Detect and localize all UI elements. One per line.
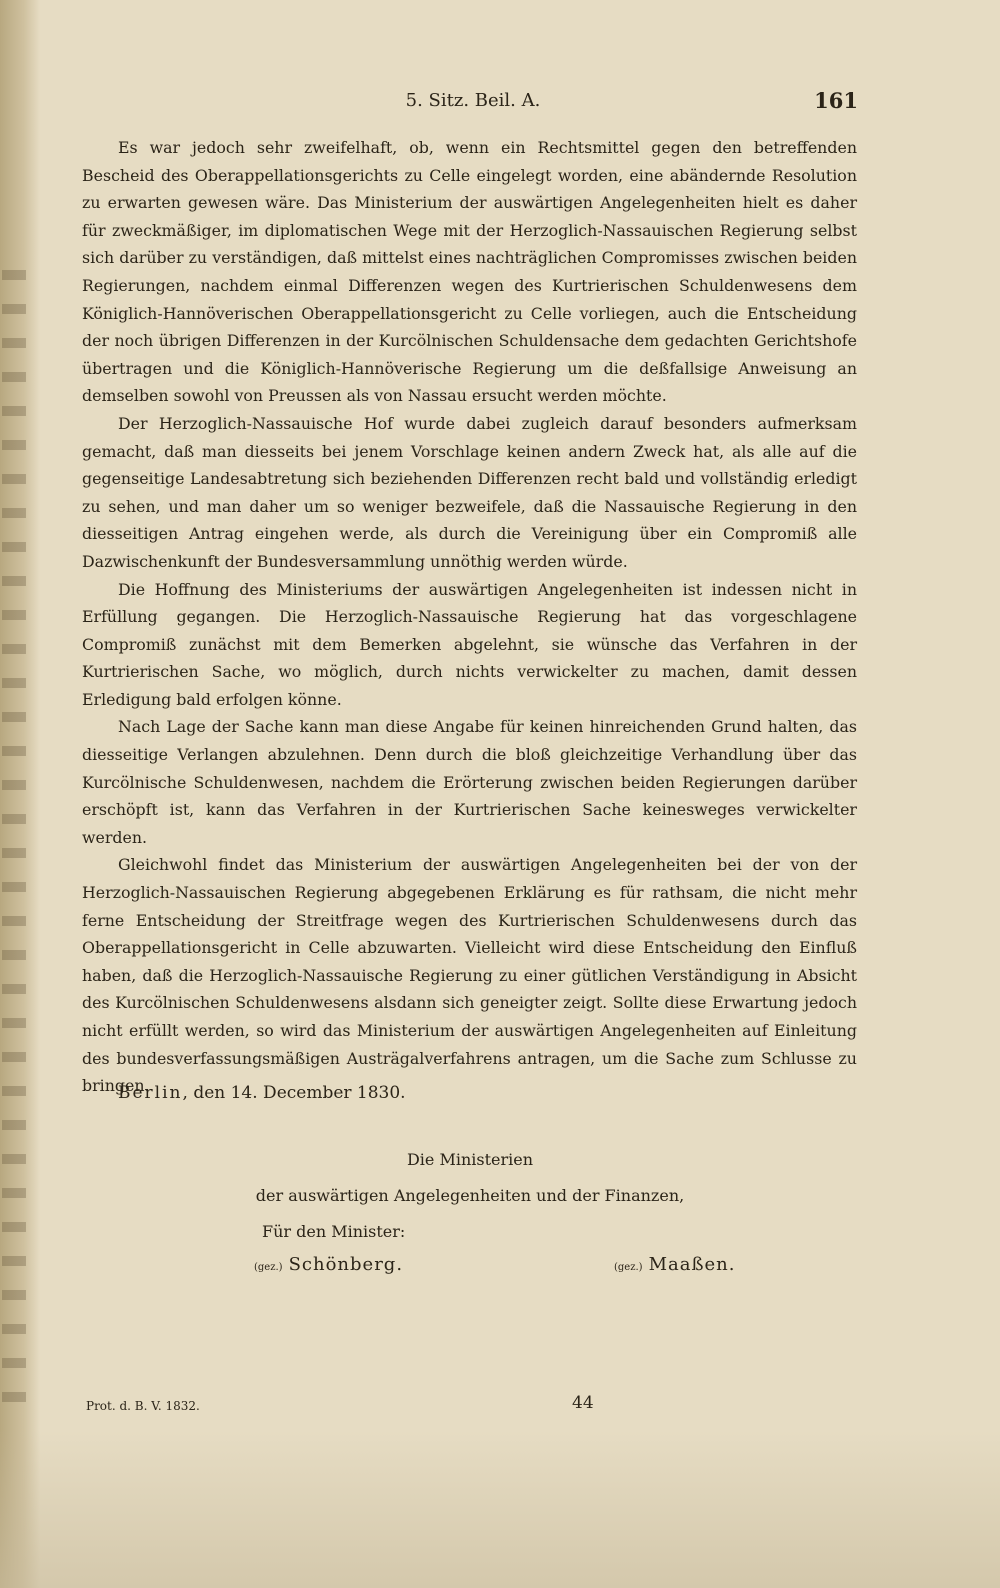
paragraph: Es war jedoch sehr zweifelhaft, ob, wenn ein Rechtsmittel gegen den betreffenden Bescheid des Oberappellationsgerichts zu Celle eingelegt worden, eine abändernde Resolution zu erwarten gewesen wäre. Das Ministerium der auswärtigen Angelegenheiten hielt es daher für zweckmäßiger, im diplomatischen Wege mit der Herzoglich-Nassauischen Regierung selbst sich darüber zu verständigen, daß mittelst eines nachträglichen Compromisses zwischen beiden Regierungen, nachdem einmal Differenzen wegen des Kurtrierischen Schuldenwesens dem Königlich-Hannöverischen Oberappellationsgericht zu Celle vorliegen, auch die Entscheidung der noch übrigen Differenzen in der Kurcölnischen Schuldensache dem gedachten Gerichtshofe übertragen und die Königlich-Hannöverische Regierung um die deßfallsige Anweisung an demselben sowohl von Preussen als von Nassau ersucht werden möchte.: [82, 138, 857, 406]
dateline: [118, 1083, 406, 1103]
signature-left-abbr: (gez.): [254, 1262, 283, 1273]
paragraph: Der Herzoglich-Nassauische Hof wurde dabei zugleich darauf besonders aufmerksam gemacht, daß man diesseits bei jenem Vorschlage keinen andern Zweck hat, als alle auf die gegenseitige Landesabtretung sich beziehenden Differenzen recht bald und vollständig erledigt zu sehen, und man daher um so weniger bezweifele, daß die Nassauische Regierung in den diesseitigen Antrag eingehen werde, als durch die Vereinigung über ein Compromiß alle Dazwischenkunft der Bundesversammlung unnöthig werden würde.: [82, 413, 857, 571]
signature-heading: Die Ministerien: [406, 1150, 534, 1169]
dateline-place: Berlin: [118, 1083, 183, 1103]
signature-right: [614, 1254, 735, 1275]
signature-ministries: der auswärtigen Angelegenheiten und der Finanzen,: [255, 1186, 685, 1205]
running-head: 5. Sitz. Beil. A.: [405, 90, 541, 111]
paragraph: Die Hoffnung des Ministeriums der auswärtigen Angelegenheiten ist indessen nicht in Erfüllung gegangen. Die Herzoglich-Nassauische Regierung hat das vorgeschlagene Compromiß zunächst mit dem Bemerken abgelehnt, sie wünsche das Verfahren in der Kurtrierischen Sache, wo möglich, durch nichts verwickelter zu machen, damit dessen Erledigung bald erfolgen könne.: [82, 579, 857, 709]
paragraph: Gleichwohl findet das Ministerium der auswärtigen Angelegenheiten bei der von der Herzoglich-Nassauischen Regierung abgegebenen Erklärung es für rathsam, die nicht mehr ferne Entscheidung der Streitfrage wegen des Kurtrierischen Schuldenwesens durch das Oberappellationsgericht in Celle abzuwarten. Vielleicht wird diese Entscheidung den Einfluß haben, daß die Herzoglich-Nassauische Regierung zu einer gütlichen Verständigung in Absicht des Kurcölnischen Schuldenwesens alsdann sich geneigter zeigt. Sollte diese Erwartung jedoch nicht erfüllt werden, so wird das Ministerium der auswärtigen Angelegenheiten auf Einleitung des bundesverfassungsmäßigen Austrägalverfahrens antragen, um die Sache zum Schlusse zu bringen.: [82, 855, 857, 1096]
page-header: [88, 90, 858, 120]
signature-left-name: Schönberg.: [288, 1254, 404, 1275]
signature-block: [80, 1150, 860, 1290]
signature-for-minister: Für den Minister:: [262, 1222, 406, 1241]
signature-right-name: Maaßen.: [648, 1254, 736, 1275]
bleed-through-marks: [2, 270, 26, 1420]
page-footer: [86, 1393, 686, 1423]
signature-right-abbr: (gez.): [614, 1262, 643, 1273]
printer-signature-mark: Prot. d. B. V. 1832.: [86, 1399, 200, 1413]
paragraph: Nach Lage der Sache kann man diese Angabe für keinen hinreichenden Grund halten, das diesseitige Verlangen abzulehnen. Denn durch die bloß gleichzeitige Verhandlung über das Kurcölnische Schuldenwesen, nachdem die Erörterung zwischen beiden Regierungen darüber erschöpft ist, kann das Verfahren in der Kurtrierischen Sache keinesweges verwickelter werden.: [82, 717, 857, 847]
body-text: [82, 134, 857, 1100]
signature-left: [254, 1254, 403, 1275]
sheet-number: 44: [572, 1393, 594, 1413]
paper-shading: [0, 1430, 1000, 1588]
dateline-date: , den 14. December 1830.: [182, 1083, 406, 1103]
page-number: 161: [814, 88, 858, 113]
